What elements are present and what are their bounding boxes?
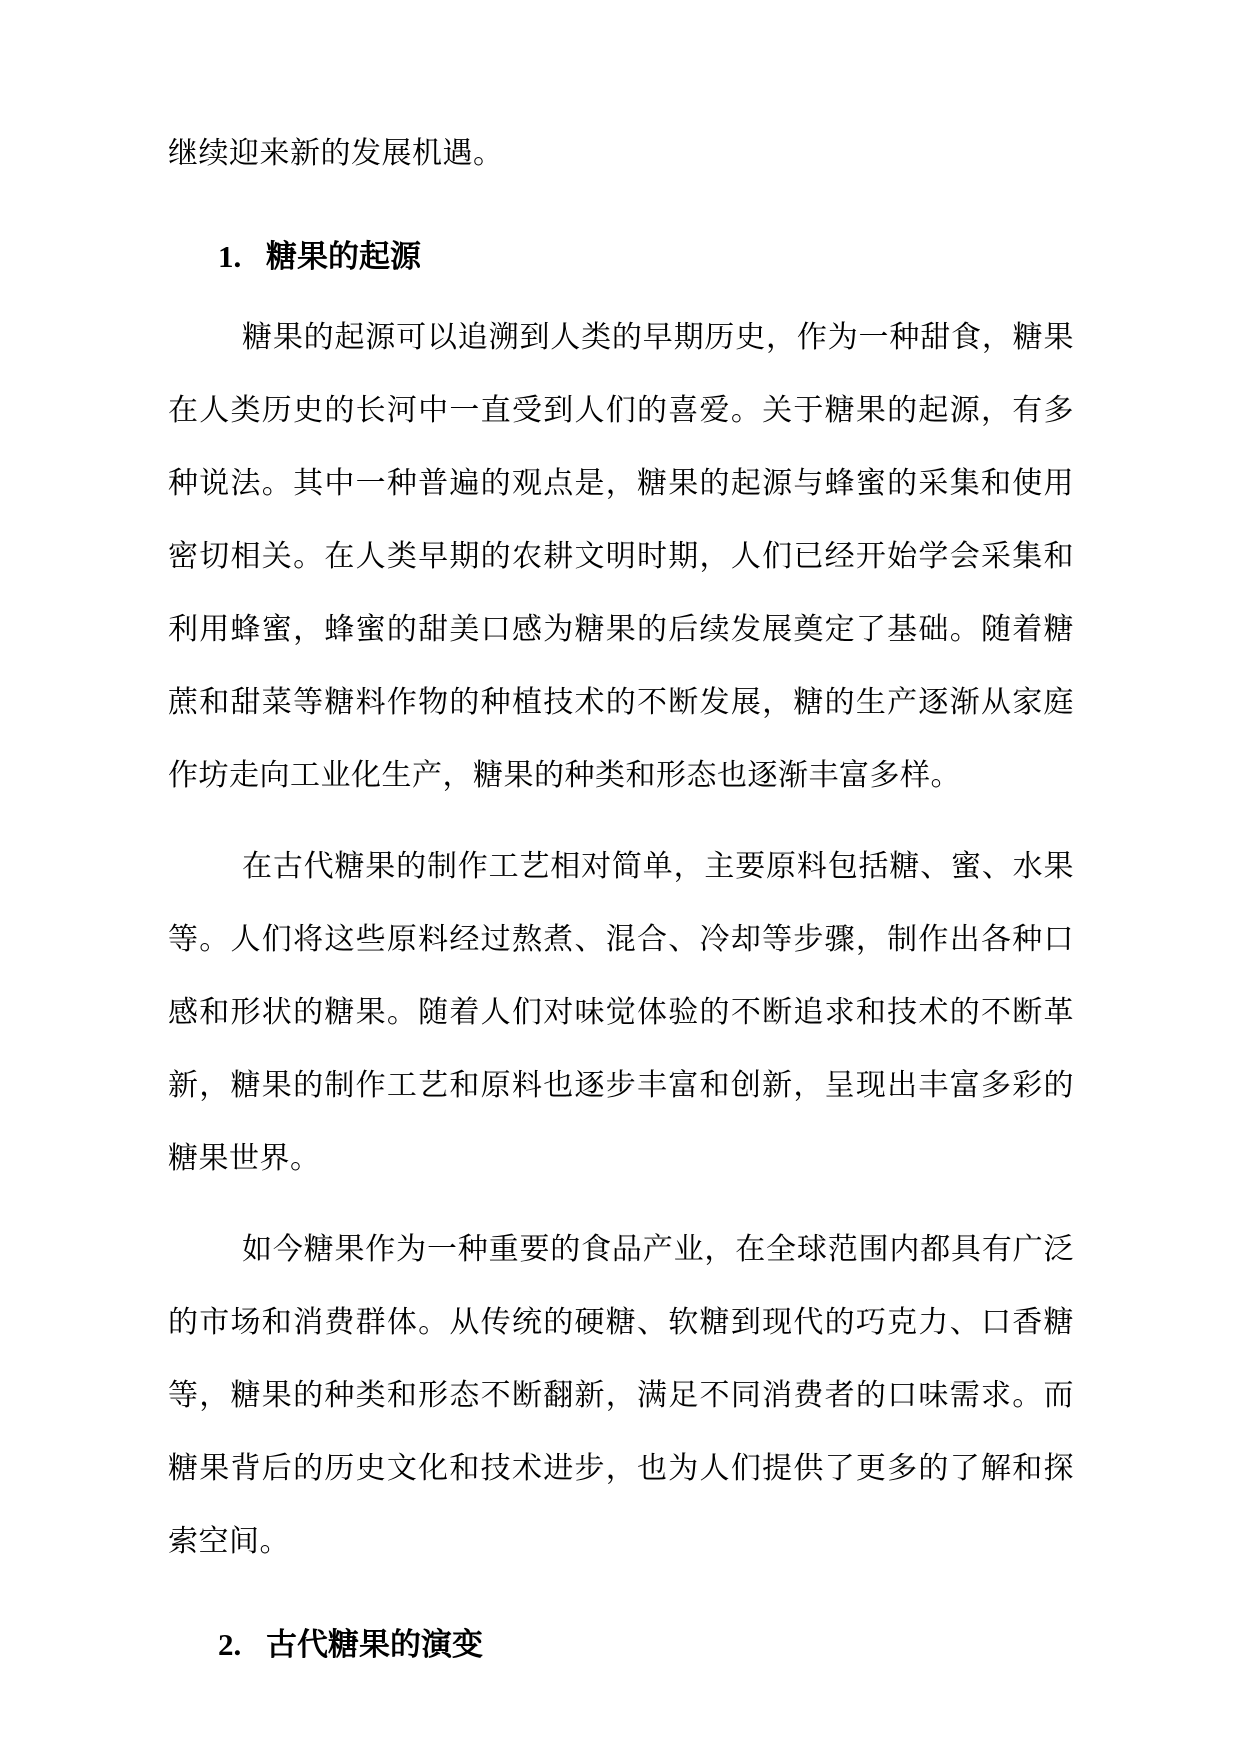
intro-continuation-line: 继续迎来新的发展机遇。 bbox=[168, 137, 504, 170]
document-content bbox=[168, 117, 1074, 1689]
section-1-heading bbox=[168, 220, 1074, 293]
section-1-paragraph-2: 在古代糖果的制作工艺相对简单，主要原料包括糖、蜜、水果等。人们将这些原料经过熬煮、混合、冷却等步骤，制作出各种口感和形状的糖果。随着人们对味觉体验的不断追求和技术的不断革新，糖果的制作工艺和原料也逐步丰富和创新，呈现出丰富多彩的糖果世界。 bbox=[168, 850, 1074, 1175]
section-1-paragraph-1: 糖果的起源可以追溯到人类的早期历史，作为一种甜食，糖果在人类历史的长河中一直受到人们的喜爱。关于糖果的起源，有多种说法。其中一种普遍的观点是，糖果的起源与蜂蜜的采集和使用密切相关。在人类早期的农耕文明时期，人们已经开始学会采集和利用蜂蜜，蜂蜜的甜美口感为糖果的后续发展奠定了基础。随着糖蔗和甜菜等糖料作物的种植技术的不断发展，糖的生产逐渐从家庭作坊走向工业化生产，糖果的种类和形态也逐渐丰富多样。 bbox=[168, 321, 1074, 792]
section-1-paragraph-3: 如今糖果作为一种重要的食品产业，在全球范围内都具有广泛的市场和消费群体。从传统的硬糖、软糖到现代的巧克力、口香糖等，糖果的种类和形态不断翻新，满足不同消费者的口味需求。而糖果背后的历史文化和技术进步，也为人们提供了更多的了解和探索空间。 bbox=[168, 1233, 1074, 1558]
section-1-title: 糖果的起源 bbox=[266, 239, 421, 274]
section-2-title: 古代糖果的演变 bbox=[266, 1627, 483, 1662]
section-1-number: 1. bbox=[218, 239, 242, 274]
section-2-number: 2. bbox=[218, 1627, 242, 1662]
section-2-heading bbox=[168, 1608, 1074, 1681]
